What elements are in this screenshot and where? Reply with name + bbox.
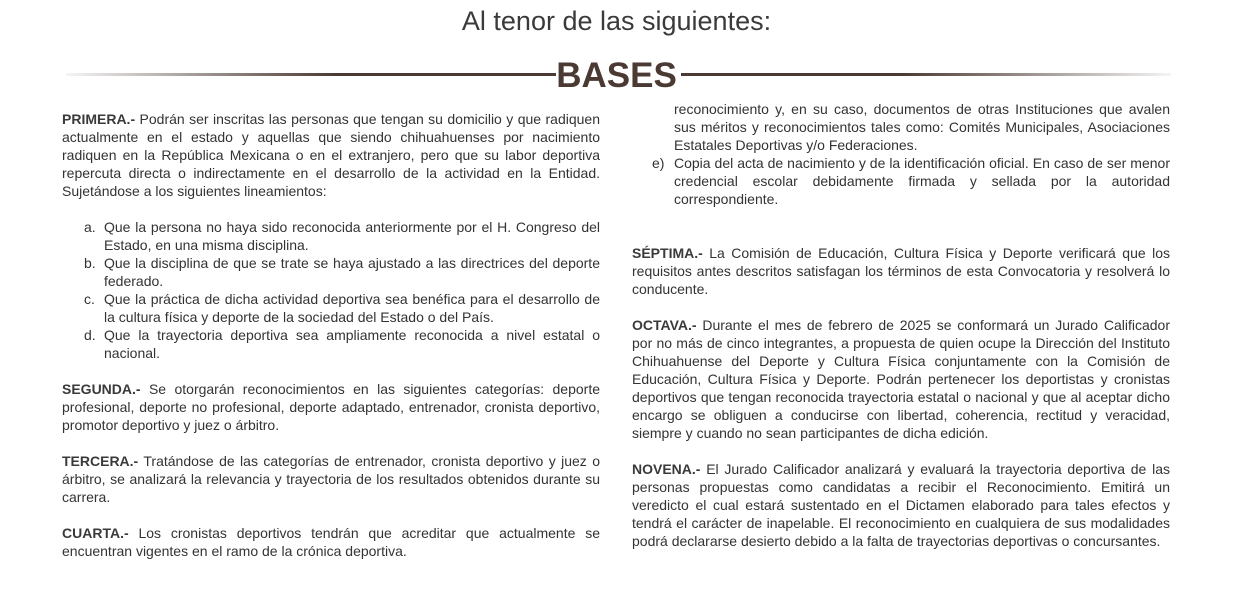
clause-text: Podrán ser inscritas las personas que tengan su domicilio y que radiquen actualmente en el estado y aquellas que siendo chihuahuenses por nacimiento radiquen en la República Mexicana o en el extranjero, pero que su labor deportiva repercuta directa o indirectamente en el desarrollo de la actividad en la Entidad. Sujetándose a los siguientes lineamientos: — [62, 111, 600, 199]
list-item-text: Que la trayectoria deportiva sea ampliamente reconocida a nivel estatal o nacional. — [104, 327, 600, 361]
clause-label: SEGUNDA.- — [62, 381, 141, 397]
clause-label: CUARTA.- — [62, 525, 129, 541]
clause-cuarta — [62, 524, 600, 560]
clause-text: El Jurado Calificador analizará y evaluará la trayectoria deportiva de las personas propuestas como candidatas a recibir el Reconocimiento. Emitirá un veredicto el cual estará sustentado en el Dictamen elaborado para tales efectos y tendrá el carácter de inapelable. El reconocimiento en cualquiera de sus modalidades podrá declararse desierto debido a la falta de trayectorias deportivas o concursantes. — [632, 461, 1170, 549]
list-marker: b. — [84, 255, 96, 271]
list-item — [62, 290, 600, 326]
clause-tercera — [62, 452, 600, 506]
clause-text: Durante el mes de febrero de 2025 se conformará un Jurado Calificador por no más de cinco integrantes, a propuesta de quien ocupe la Dirección del Instituto Chihuahuense del Deporte y Cultura Física conjuntamente con la Comisión de Educación, Cultura Física y Deporte. Podrán pertenecer los deportistas y cronistas deportivos que tengan reconocida trayectoria estatal o nacional y que al aceptar dicho encargo se obliguen a conducirse con libertad, coherencia, rectitud y veracidad, siempre y cuando no sean participantes de dicha edición. — [632, 317, 1170, 441]
clause-octava — [632, 316, 1170, 442]
intro-text: Al tenor de las siguientes: — [461, 6, 772, 36]
list-item — [62, 326, 600, 362]
clause-label: OCTAVA.- — [632, 317, 697, 333]
clause-septima — [632, 244, 1170, 298]
requirements-list — [632, 154, 1170, 208]
clause-text: Tratándose de las categorías de entrenador, cronista deportivo y juez o árbitro, se analizará la relevancia y trayectoria de los resultados obtenidos durante su carrera. — [62, 453, 600, 505]
continued-item-text: reconocimiento y, en su caso, documentos de otras Instituciones que avalen sus méritos y reconocimientos tales como: Comités Municipales, Asociaciones Estatales Deportivas y/o Federaciones. — [674, 101, 1170, 153]
clause-segunda — [62, 380, 600, 434]
clause-label: SÉPTIMA.- — [632, 245, 703, 261]
lineamientos-list — [62, 218, 600, 362]
list-marker: d. — [84, 327, 96, 343]
list-item — [632, 154, 1170, 208]
list-item-text: Que la práctica de dicha actividad deportiva sea benéfica para el desarrollo de la cultura física y deporte de la sociedad del Estado o del País. — [104, 291, 600, 325]
clause-text: Los cronistas deportivos tendrán que acreditar que actualmente se encuentran vigentes en el ramo de la crónica deportiva. — [62, 525, 600, 559]
list-item-text: Que la persona no haya sido reconocida anteriormente por el H. Congreso del Estado, en una misma disciplina. — [104, 219, 600, 253]
list-item — [62, 218, 600, 254]
left-column — [62, 110, 600, 560]
title-rule-right — [681, 73, 1171, 76]
bases-title: BASES — [556, 56, 677, 95]
clause-label: TERCERA.- — [62, 453, 139, 469]
clause-text: Se otorgarán reconocimientos en las siguientes categorías: deporte profesional, deporte no profesional, deporte adaptado, entrenador, cronista deportivo, promotor deportivo y juez o árbitro. — [62, 381, 600, 433]
clause-primera — [62, 110, 600, 200]
right-column — [632, 100, 1170, 550]
list-item — [62, 254, 600, 290]
list-item-text: Copia del acta de nacimiento y de la identificación oficial. En caso de ser menor credencial escolar debidamente firmada y sellada por la autoridad correspondiente. — [674, 155, 1170, 207]
list-marker: c. — [84, 291, 95, 307]
list-marker: e) — [652, 155, 665, 171]
clause-label: PRIMERA.- — [62, 111, 136, 127]
clause-novena — [632, 460, 1170, 550]
clause-text: La Comisión de Educación, Cultura Física y Deporte verificará que los requisitos antes descritos satisfagan los términos de esta Convocatoria y resolverá lo conducente. — [632, 245, 1170, 297]
list-item-text: Que la disciplina de que se trate se haya ajustado a las directrices del deporte federado. — [104, 255, 600, 289]
list-marker: a. — [84, 219, 96, 235]
clause-label: NOVENA.- — [632, 461, 701, 477]
